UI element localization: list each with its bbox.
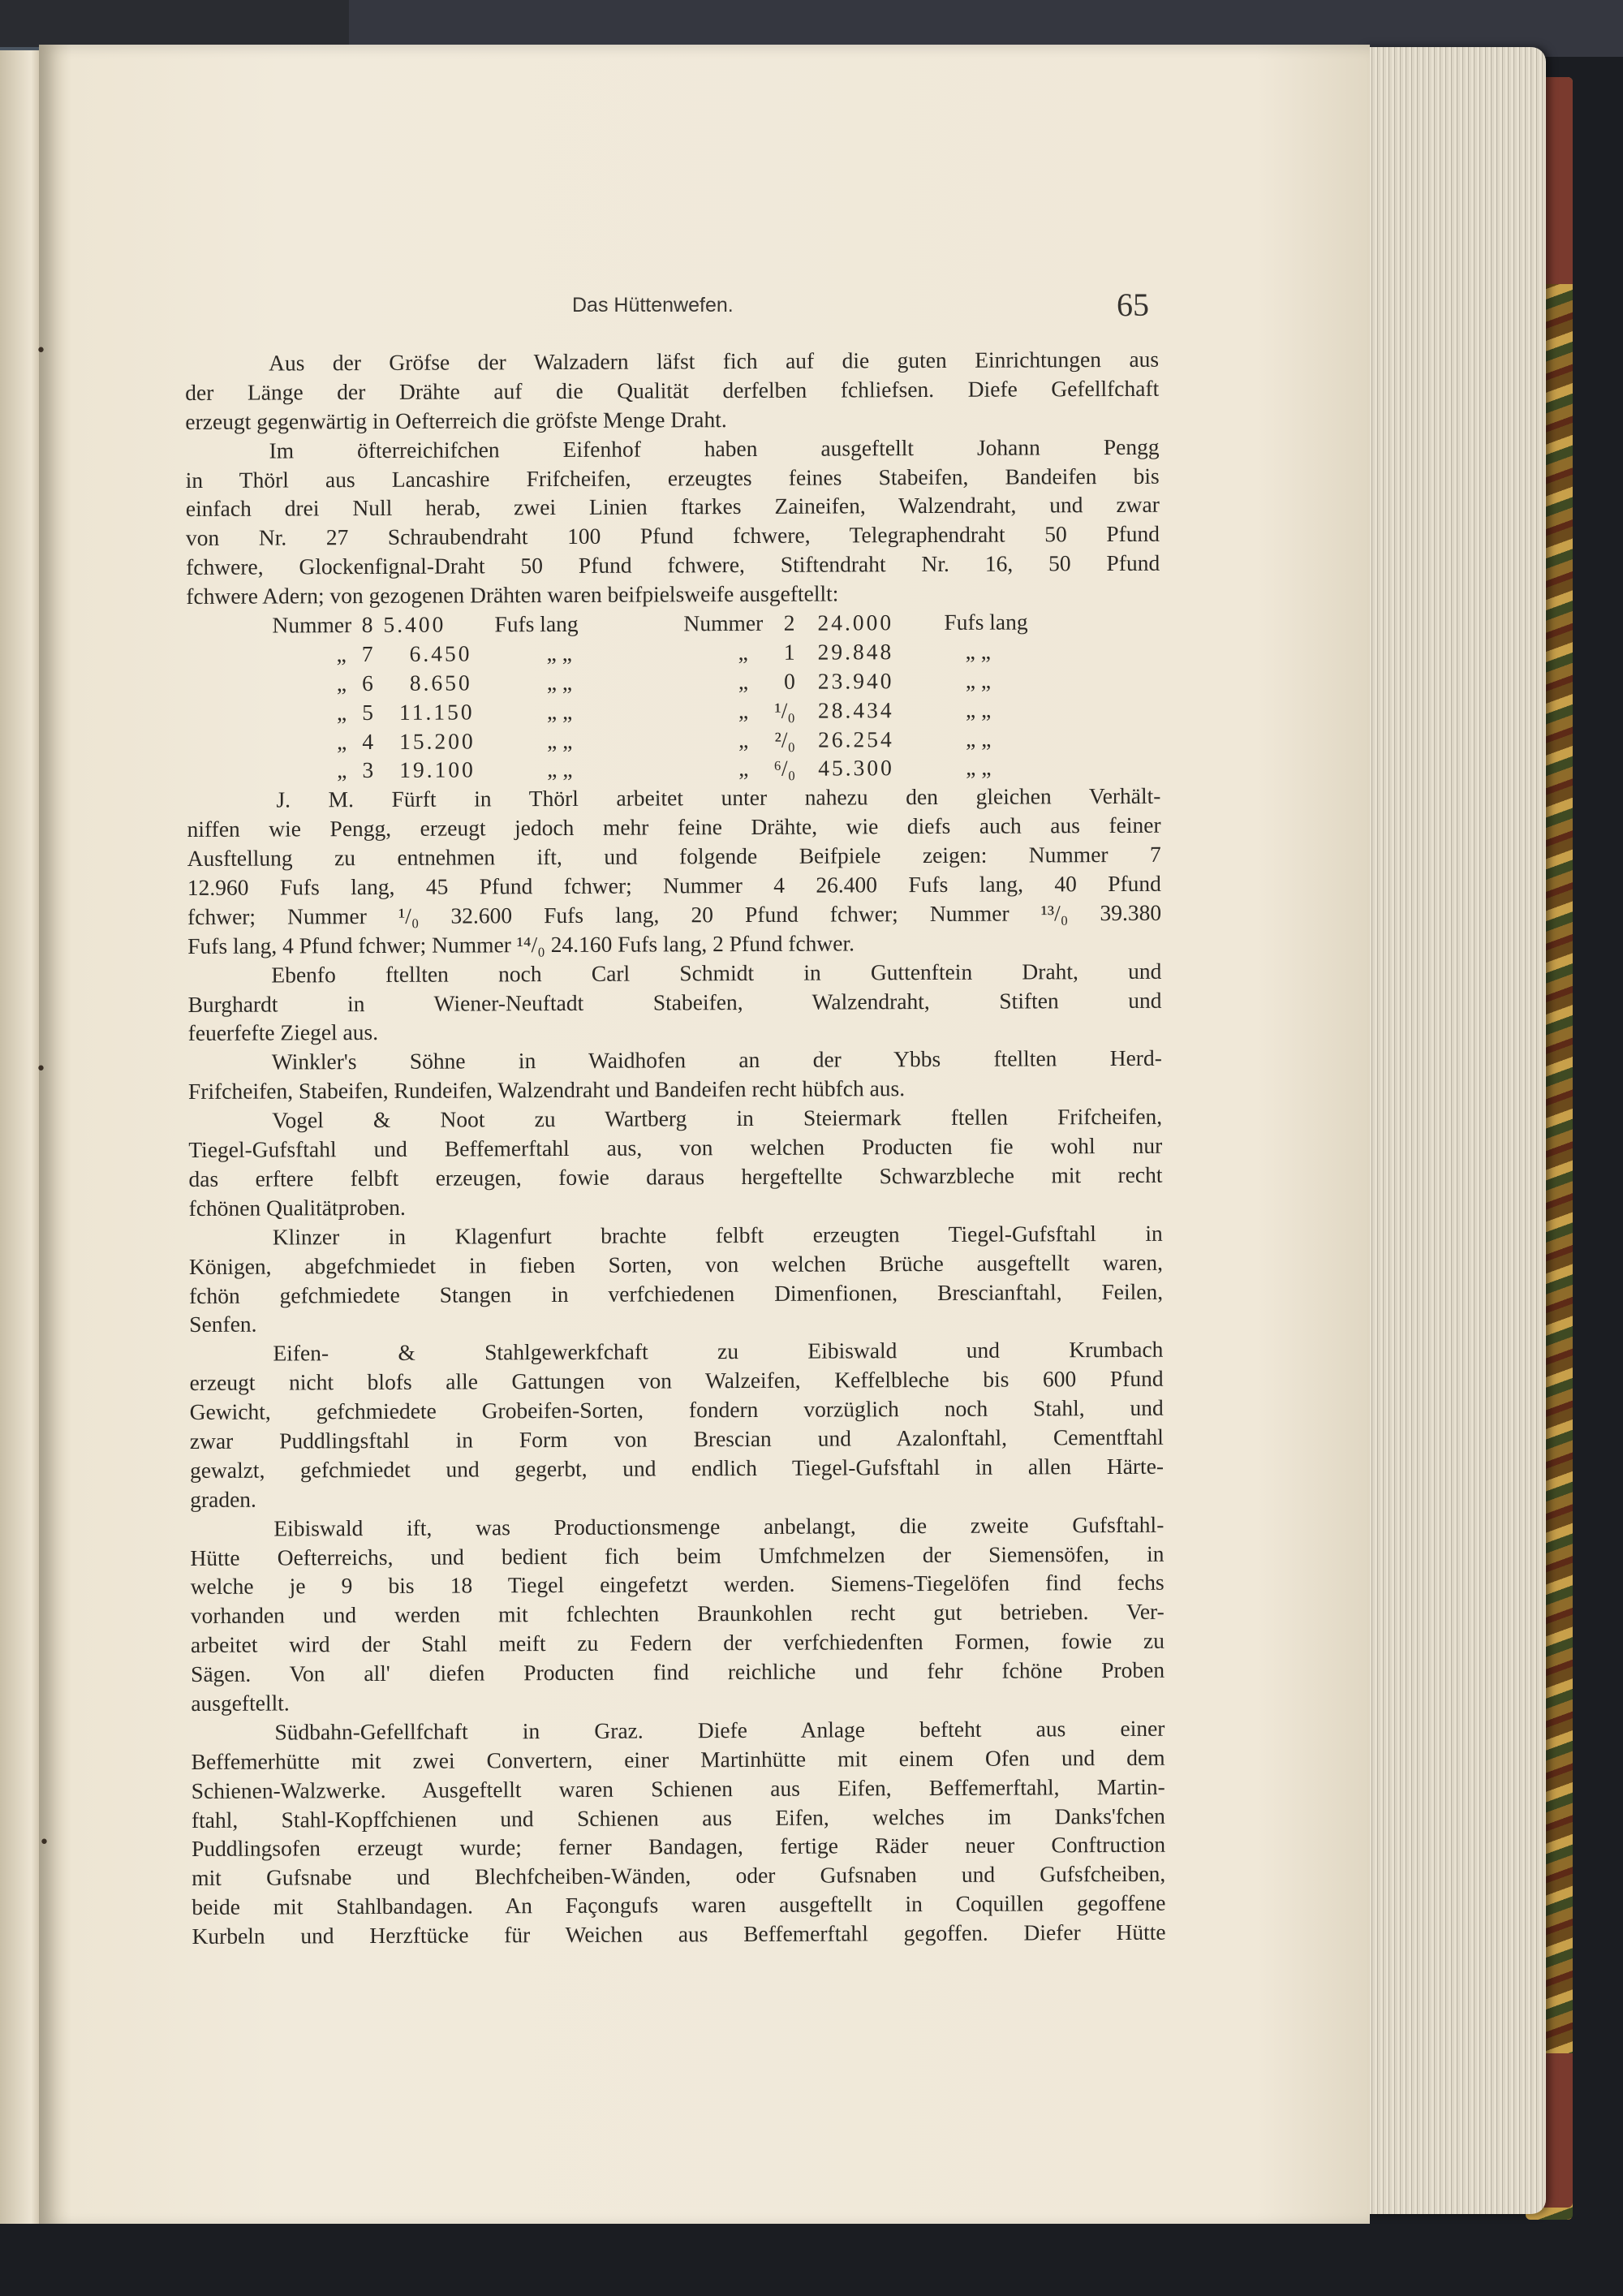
table-cell: „ „ [965,638,991,664]
table-cell: „ „ [965,667,992,693]
table-cell: 45.300 [818,755,894,782]
table-cell: 1 [783,639,795,665]
text-line: Aus der Gröfse der Walzadern läfst fich auf die guten Einrichtungen aus [269,346,1160,376]
text-line: Gewicht, gefchmiedete Grobeifen-Sorten, fondern vorzüglich noch Stahl, und [189,1394,1164,1425]
text-line: Ebenfo ftellten noch Carl Schmidt in Guttenftein Draht, und [271,958,1162,988]
left-page-edge [0,50,39,2225]
text-line: Winkler's Söhne in Waidhofen an der Ybbs ftellten Herd- [271,1045,1162,1075]
table-cell: „ „ [547,756,573,782]
text-line: das erftere felbft erzeugen, fowie daraus hergeftellte Schwarzbleche mit recht [188,1161,1163,1191]
text-line: Sägen. Von all' diefen Producten find reichliche und fehr fchöne Proben [191,1656,1165,1687]
table-cell: ¹/₀ [774,697,796,723]
text-line: Fufs lang, 4 Pfund fchwer; Nummer ¹⁴/₀ 24.160 Fufs lang, 2 Pfund fchwer. [187,930,855,958]
text-line: Tiegel-Gufsftahl und Beffemerftahl aus, von welchen Producten fie wohl nur [188,1132,1163,1163]
table-cell: 11.150 [398,699,475,725]
text-line: Ausftellung zu entnehmen ift, und folgende Beifpiele zeigen: Nummer 7 [187,841,1161,872]
text-line: Puddlingsofen erzeugt wurde; ferner Bandagen, fertige Räder neuer Conftruction [191,1832,1166,1862]
table-cell: 7 [361,640,373,666]
text-line: Schienen-Walzwerke. Ausgeftellt waren Schienen aus Eifen, Beffemerftahl, Martin- [191,1773,1165,1803]
text-line: feuerfefte Ziegel aus. [187,1019,379,1046]
table-cell: 5 [362,699,374,725]
background-bottom [0,2224,1623,2296]
text-line: vorhanden und werden mit fchlechten Braunkohlen recht gut betrieben. Ver- [190,1599,1165,1629]
table-cell: 26.254 [818,726,894,752]
text-line: J. M. Fürft in Thörl arbeitet unter nahezu den gleichen Verhält- [276,783,1161,812]
text-line: 12.960 Fufs lang, 45 Pfund fchwer; Nummer 4 26.400 Fufs lang, 40 Pfund [187,870,1161,901]
table-cell: „ [738,639,748,665]
table-cell: „ „ [966,726,992,752]
text-line: Burghardt in Wiener-Neuftadt Stabeifen, Walzendraht, Stiften und [187,987,1162,1017]
text-line: welche je 9 bis 18 Tiegel eingefetzt werden. Siemens-Tiegelöfen find fechs [190,1570,1165,1600]
table-row [187,752,1160,786]
table-cell: „ „ [547,727,573,753]
margin-mark: • [36,341,46,361]
table-cell: „ [337,757,347,783]
table-cell: „ „ [546,669,573,695]
table-cell: „ „ [966,755,992,781]
table-cell: „ [738,668,749,694]
table-cell: „ [738,697,749,723]
text-line: Beffemerhütte mit zwei Convertern, einer Martinhütte mit einem Ofen und dem [191,1744,1165,1774]
table-cell: Nummer [683,610,764,636]
table-cell: „ „ [546,698,573,724]
text-line: Klinzer in Klagenfurt brachte felbft erzeugten Tiegel-Gufsftahl in [272,1220,1163,1250]
text-line: gewalzt, gefchmiedet und gegerbt, und endlich Tiegel-Gufsftahl in allen Härte- [189,1453,1165,1483]
text-line: Frifcheifen, Stabeifen, Rundeifen, Walzendraht und Bandeifen recht hübfch aus. [187,1075,906,1105]
text-line: arbeitet wird der Stahl meift zu Federn der verfchiedenften Formen, fowie zu [190,1627,1165,1658]
table-cell: „ [337,728,347,754]
text-line: zwar Puddlingsftahl in Form von Brescian und Azalonftahl, Cementftahl [189,1424,1164,1454]
text-line: Senfen. [189,1312,257,1338]
running-head [0,286,1623,326]
running-title: Das Hüttenwefen. [572,294,734,317]
table-cell: 15.200 [399,728,476,754]
table-cell: „ [738,726,749,752]
table-cell: 6 [361,670,373,696]
table-cell: 0 [783,668,795,694]
text-line: fchwer; Nummer ¹/₀ 32.600 Fufs lang, 20 Pfund fchwer; Nummer ¹³/₀ 39.380 [187,899,1162,929]
text-line: niffen wie Pengg, erzeugt jedoch mehr feine Drähte, wie diefs auch aus feiner [187,812,1161,842]
page-number: 65 [1117,286,1149,323]
text-line: fchwere Adern; von gezogenen Drähten waren beifpielsweife ausgeftellt: [186,580,839,610]
table-row [187,723,1160,756]
table-cell: 24.000 [817,610,894,635]
table-cell: 5.400 [383,611,446,637]
text-line: ftahl, Stahl-Kopffchienen und Schienen aus Eifen, welches im Danks'fchen [191,1803,1165,1833]
text-line: Kurbeln und Herzftücke für Weichen aus Beffemerftahl gegoffen. Diefer Hütte [192,1919,1166,1949]
table-cell: „ [738,756,749,782]
table-cell: 29.848 [817,639,894,665]
table-cell: 8 [361,612,373,638]
text-line: Vogel & Noot zu Wartberg in Steiermark ftellen Frifcheifen, [272,1103,1163,1133]
table-cell: 8.650 [409,670,472,696]
table-cell: Nummer [272,612,352,638]
table-cell: Fufs lang [494,610,579,637]
table-cell: ²/₀ [774,726,796,752]
text-line: erzeugt nicht blofs alle Gattungen von Walzeifen, Keffelbleche bis 600 Pfund [189,1365,1164,1396]
table-cell: „ „ [965,696,992,722]
table-cell: „ [336,699,347,725]
text-line: von Nr. 27 Schraubendraht 100 Pfund fchwere, Telegraphendraht 50 Pfund [185,521,1160,551]
text-line: fchwere, Glockenfignal-Draht 50 Pfund fchwere, Stiftendraht Nr. 16, 50 Pfund [186,549,1160,580]
table-cell: ⁶/₀ [773,756,796,782]
table-cell: 6.450 [409,640,472,666]
text-line: Königen, abgefchmiedet in fieben Sorten, von welchen Brüche ausgeftellt waren, [188,1249,1163,1279]
table-cell: 2 [783,610,795,635]
table-cell: „ [336,670,347,696]
text-line: beide mit Stahlbandagen. An Façongufs waren ausgeftellt in Coquillen gegoffene [192,1889,1166,1920]
margin-mark: • [36,1059,46,1079]
text-line: fchönen Qualitätproben. [188,1194,406,1221]
text-line: mit Gufsnabe und Blechfcheiben-Wänden, oder Gufsnaben und Gufsfcheiben, [192,1861,1166,1891]
text-line: in Thörl aus Lancashire Frifcheifen, erzeugtes feines Stabeifen, Bandeifen bis [185,463,1160,493]
table-row [187,694,1160,727]
table-cell: 3 [362,757,374,783]
text-line: ausgeftellt. [191,1690,290,1716]
table-cell: 28.434 [817,696,894,723]
table-cell: „ „ [546,640,573,666]
text-line: Im öfterreichifchen Eifenhof haben ausgeftellt Johann Pengg [269,433,1160,463]
table-cell: 4 [362,728,374,754]
table-row [187,666,1160,699]
text-line: einfach drei Null herab, zwei Linien ftarkes Zaineifen, Walzendraht, und zwar [185,492,1160,522]
margin-mark: • [39,1833,50,1853]
text-line: fchön gefchmiedete Stangen in verfchiedenen Dimenfionen, Brescianftahl, Feilen, [189,1278,1164,1308]
wire-length-table [186,607,1160,786]
table-row [186,607,1160,640]
page-stack-edges [1363,47,1546,2214]
text-line: Hütte Oefterreichs, und bedient fich beim Umfchmelzen der Siemensöfen, in [190,1540,1165,1570]
text-line: Eifen- & Stahlgewerkfchaft zu Eibiswald und Krumbach [273,1337,1164,1366]
text-line: der Länge der Drähte auf die Qualität derfelben fchliefsen. Diefe Gefellfchaft [185,375,1160,405]
text-line: erzeugt gegenwärtig in Oefterreich die gröfste Menge Draht. [185,406,727,434]
table-cell: 23.940 [817,667,894,694]
text-line: Eibiswald ift, was Productionsmenge anbelangt, die zweite Gufsftahl- [273,1511,1165,1541]
body-text [185,345,1166,1951]
table-cell: Fufs lang [944,609,1028,635]
table-row [187,636,1160,670]
table-cell: 19.100 [399,756,476,783]
text-line: Südbahn-Gefellfchaft in Graz. Diefe Anlage befteht aus einer [274,1715,1165,1745]
table-cell: „ [336,641,347,667]
text-line: graden. [190,1486,256,1512]
